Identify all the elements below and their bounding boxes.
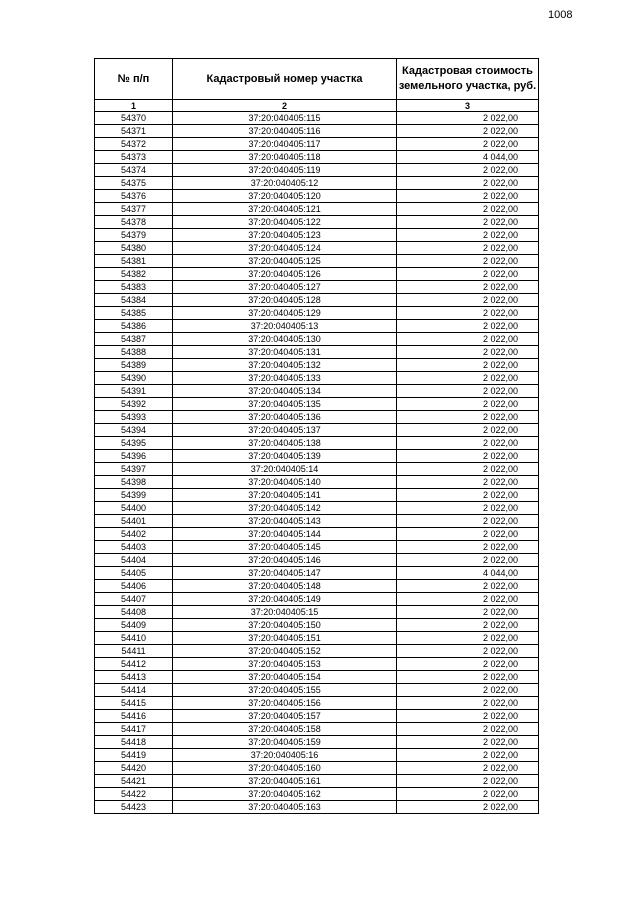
cadastral-number-cell: 37:20:040405:160 <box>173 762 397 775</box>
table-row <box>95 567 539 580</box>
row-index-cell: 54418 <box>95 736 173 749</box>
cadastral-number-cell: 37:20:040405:150 <box>173 619 397 632</box>
column-number: 1 <box>95 100 173 112</box>
row-index-cell: 54392 <box>95 398 173 411</box>
cadastral-number-cell: 37:20:040405:157 <box>173 710 397 723</box>
cadastral-number-cell: 37:20:040405:134 <box>173 385 397 398</box>
column-number: 2 <box>173 100 397 112</box>
table-row <box>95 528 539 541</box>
cadastral-number-cell: 37:20:040405:149 <box>173 593 397 606</box>
cadastral-value-cell: 2 022,00 <box>397 112 539 125</box>
cadastral-number-cell: 37:20:040405:151 <box>173 632 397 645</box>
table-row <box>95 762 539 775</box>
cadastral-number-cell: 37:20:040405:140 <box>173 476 397 489</box>
table-row <box>95 463 539 476</box>
table-row <box>95 294 539 307</box>
table-row <box>95 255 539 268</box>
cadastral-value-cell: 2 022,00 <box>397 541 539 554</box>
cadastral-number-cell: 37:20:040405:144 <box>173 528 397 541</box>
cadastral-value-cell: 2 022,00 <box>397 632 539 645</box>
row-index-cell: 54409 <box>95 619 173 632</box>
row-index-cell: 54403 <box>95 541 173 554</box>
cadastral-value-cell: 2 022,00 <box>397 138 539 151</box>
table-row <box>95 489 539 502</box>
row-index-cell: 54411 <box>95 645 173 658</box>
table-row <box>95 437 539 450</box>
row-index-cell: 54394 <box>95 424 173 437</box>
cadastral-value-cell: 2 022,00 <box>397 333 539 346</box>
cadastral-number-cell: 37:20:040405:131 <box>173 346 397 359</box>
cadastral-value-cell: 2 022,00 <box>397 736 539 749</box>
cadastral-value-cell: 2 022,00 <box>397 476 539 489</box>
cadastral-value-cell: 2 022,00 <box>397 619 539 632</box>
table-body <box>95 112 539 814</box>
cadastral-number-cell: 37:20:040405:161 <box>173 775 397 788</box>
table-row <box>95 697 539 710</box>
table-row <box>95 502 539 515</box>
table-row <box>95 177 539 190</box>
header-cadastral-number: Кадастровый номер участка <box>173 59 397 100</box>
row-index-cell: 54389 <box>95 359 173 372</box>
row-index-cell: 54391 <box>95 385 173 398</box>
row-index-cell: 54374 <box>95 164 173 177</box>
row-index-cell: 54400 <box>95 502 173 515</box>
cadastral-value-cell: 2 022,00 <box>397 385 539 398</box>
cadastral-value-cell: 2 022,00 <box>397 528 539 541</box>
table-row <box>95 398 539 411</box>
cadastral-value-cell: 2 022,00 <box>397 372 539 385</box>
cadastral-value-cell: 2 022,00 <box>397 645 539 658</box>
cadastral-number-cell: 37:20:040405:127 <box>173 281 397 294</box>
cadastral-number-cell: 37:20:040405:152 <box>173 645 397 658</box>
row-index-cell: 54398 <box>95 476 173 489</box>
cadastral-number-cell: 37:20:040405:159 <box>173 736 397 749</box>
table-row <box>95 723 539 736</box>
table-row <box>95 788 539 801</box>
cadastral-value-cell: 2 022,00 <box>397 164 539 177</box>
table-row <box>95 125 539 138</box>
row-index-cell: 54382 <box>95 268 173 281</box>
row-index-cell: 54379 <box>95 229 173 242</box>
cadastral-value-cell: 2 022,00 <box>397 515 539 528</box>
cadastral-number-cell: 37:20:040405:137 <box>173 424 397 437</box>
table-row <box>95 515 539 528</box>
cadastral-value-cell: 2 022,00 <box>397 762 539 775</box>
row-index-cell: 54423 <box>95 801 173 814</box>
cadastral-value-cell: 2 022,00 <box>397 281 539 294</box>
cadastral-number-cell: 37:20:040405:143 <box>173 515 397 528</box>
row-index-cell: 54376 <box>95 190 173 203</box>
cadastral-value-cell: 2 022,00 <box>397 242 539 255</box>
cadastral-number-cell: 37:20:040405:163 <box>173 801 397 814</box>
table-row <box>95 749 539 762</box>
table-row <box>95 268 539 281</box>
row-index-cell: 54373 <box>95 151 173 164</box>
cadastral-value-cell: 2 022,00 <box>397 658 539 671</box>
cadastral-value-cell: 2 022,00 <box>397 268 539 281</box>
row-index-cell: 54383 <box>95 281 173 294</box>
cadastral-number-cell: 37:20:040405:119 <box>173 164 397 177</box>
row-index-cell: 54410 <box>95 632 173 645</box>
cadastral-number-cell: 37:20:040405:162 <box>173 788 397 801</box>
column-number: 3 <box>397 100 539 112</box>
cadastral-number-cell: 37:20:040405:153 <box>173 658 397 671</box>
cadastral-number-cell: 37:20:040405:139 <box>173 450 397 463</box>
cadastral-number-cell: 37:20:040405:129 <box>173 307 397 320</box>
table-row <box>95 190 539 203</box>
table-row <box>95 632 539 645</box>
table-row <box>95 801 539 814</box>
table-row <box>95 424 539 437</box>
row-index-cell: 54396 <box>95 450 173 463</box>
row-index-cell: 54384 <box>95 294 173 307</box>
table-row <box>95 138 539 151</box>
table-row <box>95 281 539 294</box>
cadastral-number-cell: 37:20:040405:122 <box>173 216 397 229</box>
cadastral-value-cell: 2 022,00 <box>397 463 539 476</box>
cadastral-number-cell: 37:20:040405:15 <box>173 606 397 619</box>
table-row <box>95 619 539 632</box>
cadastral-number-cell: 37:20:040405:141 <box>173 489 397 502</box>
cadastral-value-cell: 2 022,00 <box>397 255 539 268</box>
cadastral-value-cell: 2 022,00 <box>397 346 539 359</box>
cadastral-number-cell: 37:20:040405:155 <box>173 684 397 697</box>
row-index-cell: 54387 <box>95 333 173 346</box>
row-index-cell: 54377 <box>95 203 173 216</box>
cadastral-value-cell: 2 022,00 <box>397 775 539 788</box>
cadastral-number-cell: 37:20:040405:16 <box>173 749 397 762</box>
cadastral-value-cell: 2 022,00 <box>397 203 539 216</box>
row-index-cell: 54419 <box>95 749 173 762</box>
column-number-row <box>95 100 539 112</box>
header-index: № п/п <box>95 59 173 100</box>
cadastral-number-cell: 37:20:040405:118 <box>173 151 397 164</box>
row-index-cell: 54405 <box>95 567 173 580</box>
cadastral-value-cell: 2 022,00 <box>397 801 539 814</box>
table-row <box>95 372 539 385</box>
cadastral-value-cell: 4 044,00 <box>397 151 539 164</box>
row-index-cell: 54395 <box>95 437 173 450</box>
cadastral-value-cell: 2 022,00 <box>397 684 539 697</box>
table-row <box>95 580 539 593</box>
row-index-cell: 54417 <box>95 723 173 736</box>
table-row <box>95 450 539 463</box>
cadastral-value-cell: 2 022,00 <box>397 450 539 463</box>
cadastral-number-cell: 37:20:040405:133 <box>173 372 397 385</box>
table-row <box>95 151 539 164</box>
row-index-cell: 54381 <box>95 255 173 268</box>
cadastral-number-cell: 37:20:040405:145 <box>173 541 397 554</box>
cadastral-number-cell: 37:20:040405:136 <box>173 411 397 424</box>
row-index-cell: 54404 <box>95 554 173 567</box>
cadastral-value-cell: 2 022,00 <box>397 320 539 333</box>
cadastral-number-cell: 37:20:040405:125 <box>173 255 397 268</box>
table-row <box>95 554 539 567</box>
cadastral-number-cell: 37:20:040405:14 <box>173 463 397 476</box>
table-row <box>95 320 539 333</box>
cadastral-number-cell: 37:20:040405:130 <box>173 333 397 346</box>
table-row <box>95 736 539 749</box>
cadastral-value-cell: 2 022,00 <box>397 606 539 619</box>
row-index-cell: 54415 <box>95 697 173 710</box>
cadastral-value-cell: 2 022,00 <box>397 749 539 762</box>
cadastral-value-cell: 2 022,00 <box>397 411 539 424</box>
table-row <box>95 411 539 424</box>
table-row <box>95 229 539 242</box>
cadastral-table <box>94 58 539 814</box>
cadastral-value-cell: 2 022,00 <box>397 294 539 307</box>
cadastral-value-cell: 2 022,00 <box>397 229 539 242</box>
cadastral-number-cell: 37:20:040405:135 <box>173 398 397 411</box>
cadastral-number-cell: 37:20:040405:128 <box>173 294 397 307</box>
row-index-cell: 54386 <box>95 320 173 333</box>
table-row <box>95 242 539 255</box>
row-index-cell: 54402 <box>95 528 173 541</box>
row-index-cell: 54388 <box>95 346 173 359</box>
cadastral-value-cell: 2 022,00 <box>397 398 539 411</box>
cadastral-number-cell: 37:20:040405:158 <box>173 723 397 736</box>
cadastral-number-cell: 37:20:040405:126 <box>173 268 397 281</box>
cadastral-value-cell: 2 022,00 <box>397 437 539 450</box>
row-index-cell: 54380 <box>95 242 173 255</box>
cadastral-number-cell: 37:20:040405:132 <box>173 359 397 372</box>
cadastral-number-cell: 37:20:040405:146 <box>173 554 397 567</box>
table-row <box>95 606 539 619</box>
cadastral-number-cell: 37:20:040405:124 <box>173 242 397 255</box>
cadastral-value-cell: 2 022,00 <box>397 359 539 372</box>
cadastral-value-cell: 2 022,00 <box>397 723 539 736</box>
header-cadastral-value: Кадастровая стоимость земельного участка, руб. <box>397 59 539 100</box>
cadastral-number-cell: 37:20:040405:123 <box>173 229 397 242</box>
cadastral-value-cell: 2 022,00 <box>397 125 539 138</box>
row-index-cell: 54372 <box>95 138 173 151</box>
cadastral-number-cell: 37:20:040405:12 <box>173 177 397 190</box>
cadastral-value-cell: 2 022,00 <box>397 502 539 515</box>
row-index-cell: 54421 <box>95 775 173 788</box>
row-index-cell: 54408 <box>95 606 173 619</box>
table-row <box>95 333 539 346</box>
row-index-cell: 54375 <box>95 177 173 190</box>
cadastral-number-cell: 37:20:040405:115 <box>173 112 397 125</box>
page-number: 1008 <box>548 9 573 21</box>
row-index-cell: 54407 <box>95 593 173 606</box>
row-index-cell: 54401 <box>95 515 173 528</box>
row-index-cell: 54385 <box>95 307 173 320</box>
table-row <box>95 203 539 216</box>
cadastral-number-cell: 37:20:040405:138 <box>173 437 397 450</box>
table-row <box>95 346 539 359</box>
table-row <box>95 684 539 697</box>
cadastral-value-cell: 2 022,00 <box>397 177 539 190</box>
cadastral-value-cell: 2 022,00 <box>397 697 539 710</box>
table-row <box>95 476 539 489</box>
cadastral-value-cell: 2 022,00 <box>397 307 539 320</box>
table-row <box>95 164 539 177</box>
row-index-cell: 54390 <box>95 372 173 385</box>
cadastral-number-cell: 37:20:040405:156 <box>173 697 397 710</box>
cadastral-number-cell: 37:20:040405:117 <box>173 138 397 151</box>
row-index-cell: 54406 <box>95 580 173 593</box>
row-index-cell: 54378 <box>95 216 173 229</box>
table-row <box>95 216 539 229</box>
row-index-cell: 54397 <box>95 463 173 476</box>
cadastral-value-cell: 2 022,00 <box>397 593 539 606</box>
cadastral-value-cell: 2 022,00 <box>397 190 539 203</box>
row-index-cell: 54416 <box>95 710 173 723</box>
table-row <box>95 359 539 372</box>
cadastral-value-cell: 2 022,00 <box>397 710 539 723</box>
cadastral-number-cell: 37:20:040405:116 <box>173 125 397 138</box>
table-row <box>95 671 539 684</box>
row-index-cell: 54393 <box>95 411 173 424</box>
row-index-cell: 54370 <box>95 112 173 125</box>
cadastral-number-cell: 37:20:040405:13 <box>173 320 397 333</box>
row-index-cell: 54412 <box>95 658 173 671</box>
table-row <box>95 645 539 658</box>
table-row <box>95 658 539 671</box>
table-row <box>95 775 539 788</box>
table-row <box>95 307 539 320</box>
row-index-cell: 54399 <box>95 489 173 502</box>
cadastral-number-cell: 37:20:040405:154 <box>173 671 397 684</box>
table-row <box>95 593 539 606</box>
table-row <box>95 710 539 723</box>
cadastral-value-cell: 2 022,00 <box>397 580 539 593</box>
cadastral-value-cell: 4 044,00 <box>397 567 539 580</box>
row-index-cell: 54414 <box>95 684 173 697</box>
row-index-cell: 54420 <box>95 762 173 775</box>
cadastral-number-cell: 37:20:040405:142 <box>173 502 397 515</box>
cadastral-value-cell: 2 022,00 <box>397 489 539 502</box>
table-row <box>95 385 539 398</box>
cadastral-value-cell: 2 022,00 <box>397 216 539 229</box>
row-index-cell: 54413 <box>95 671 173 684</box>
cadastral-value-cell: 2 022,00 <box>397 671 539 684</box>
cadastral-number-cell: 37:20:040405:120 <box>173 190 397 203</box>
row-index-cell: 54371 <box>95 125 173 138</box>
cadastral-value-cell: 2 022,00 <box>397 788 539 801</box>
table-row <box>95 112 539 125</box>
cadastral-number-cell: 37:20:040405:121 <box>173 203 397 216</box>
cadastral-number-cell: 37:20:040405:147 <box>173 567 397 580</box>
header-row <box>95 59 539 100</box>
cadastral-number-cell: 37:20:040405:148 <box>173 580 397 593</box>
cadastral-value-cell: 2 022,00 <box>397 424 539 437</box>
table-row <box>95 541 539 554</box>
cadastral-value-cell: 2 022,00 <box>397 554 539 567</box>
row-index-cell: 54422 <box>95 788 173 801</box>
